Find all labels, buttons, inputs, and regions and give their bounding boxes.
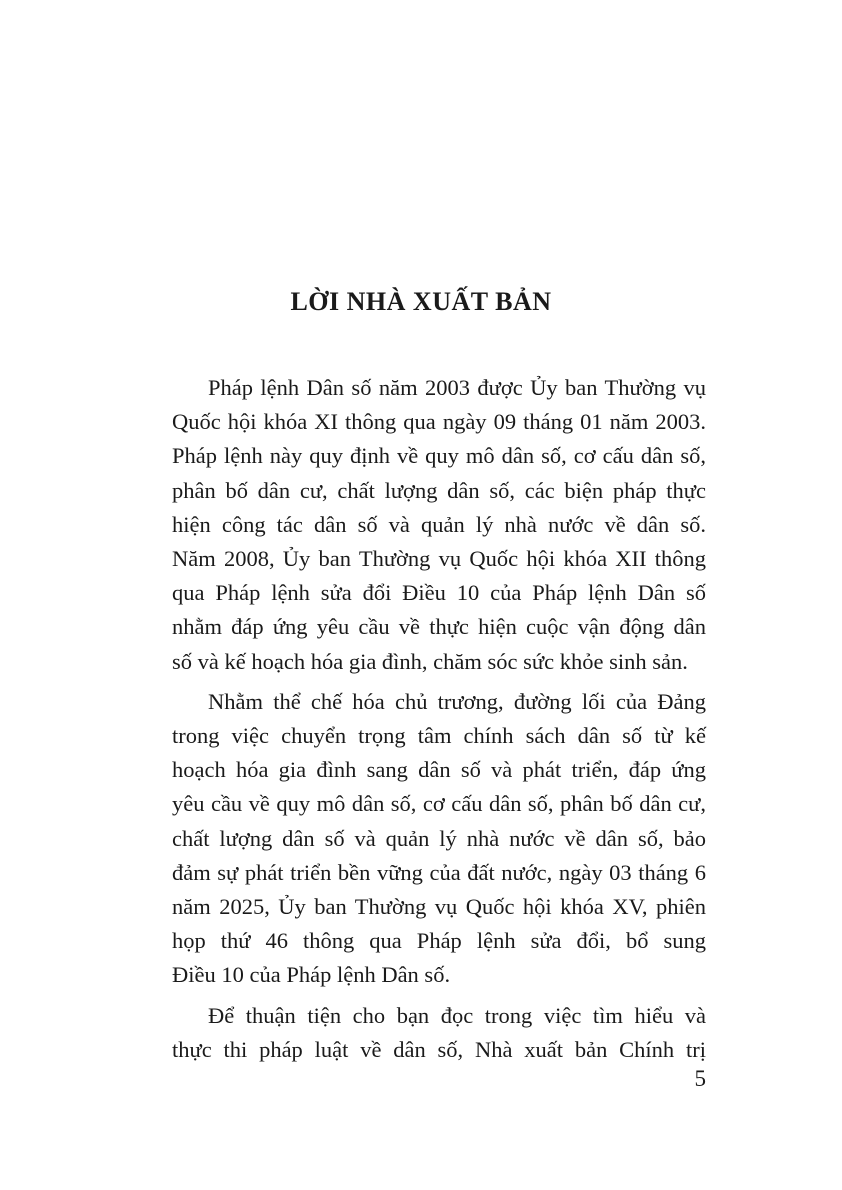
text-line: Nhằm thể chế hóa chủ trương, đường lối của Đảng <box>208 688 706 714</box>
page-title: LỜI NHÀ XUẤT BẢN <box>290 287 552 316</box>
text-line: năm 2025, Ủy ban Thường vụ Quốc hội khóa XV, phiên <box>172 894 706 920</box>
text-line: họp thứ 46 thông qua Pháp lệnh sửa đổi, bổ sung <box>172 928 706 954</box>
text-line: phân bố dân cư, chất lượng dân số, các biện pháp thực <box>172 477 706 503</box>
text-line: Quốc hội khóa XI thông qua ngày 09 tháng 01 năm 2003. <box>172 409 706 435</box>
text-line: Năm 2008, Ủy ban Thường vụ Quốc hội khóa XII thông <box>172 546 706 572</box>
text-line: nhằm đáp ứng yêu cầu về thực hiện cuộc vận động dân <box>172 614 706 640</box>
text-line: chất lượng dân số và quản lý nhà nước về dân số, bảo <box>172 825 706 851</box>
page-number: 5 <box>694 1066 706 1091</box>
text-line: trong việc chuyển trọng tâm chính sách dân số từ kế <box>172 723 706 749</box>
text-line: Pháp lệnh Dân số năm 2003 được Ủy ban Thường vụ <box>208 375 706 400</box>
paragraph-1 <box>136 371 706 679</box>
text-line: thực thi pháp luật về dân số, Nhà xuất bản Chính trị <box>172 1036 706 1062</box>
text-line: hiện công tác dân số và quản lý nhà nước về dân số. <box>172 511 706 537</box>
text-line: qua Pháp lệnh sửa đổi Điều 10 của Pháp lệnh Dân số <box>172 580 706 606</box>
text-line: số và kế hoạch hóa gia đình, chăm sóc sức khỏe sinh sản. <box>172 648 688 674</box>
text-line: Để thuận tiện cho bạn đọc trong việc tìm hiểu và <box>208 1002 706 1028</box>
text-line: hoạch hóa gia đình sang dân số và phát triển, đáp ứng <box>172 757 706 783</box>
paragraph-3 <box>136 999 706 1067</box>
text-line: đảm sự phát triển bền vững của đất nước, ngày 03 tháng 6 <box>172 859 706 885</box>
text-line: Pháp lệnh này quy định về quy mô dân số, cơ cấu dân số, <box>172 443 706 469</box>
paragraph-2 <box>136 685 706 993</box>
body-text <box>136 371 706 1067</box>
text-line: yêu cầu về quy mô dân số, cơ cấu dân số, phân bố dân cư, <box>172 791 706 817</box>
text-line: Điều 10 của Pháp lệnh Dân số. <box>172 962 451 988</box>
